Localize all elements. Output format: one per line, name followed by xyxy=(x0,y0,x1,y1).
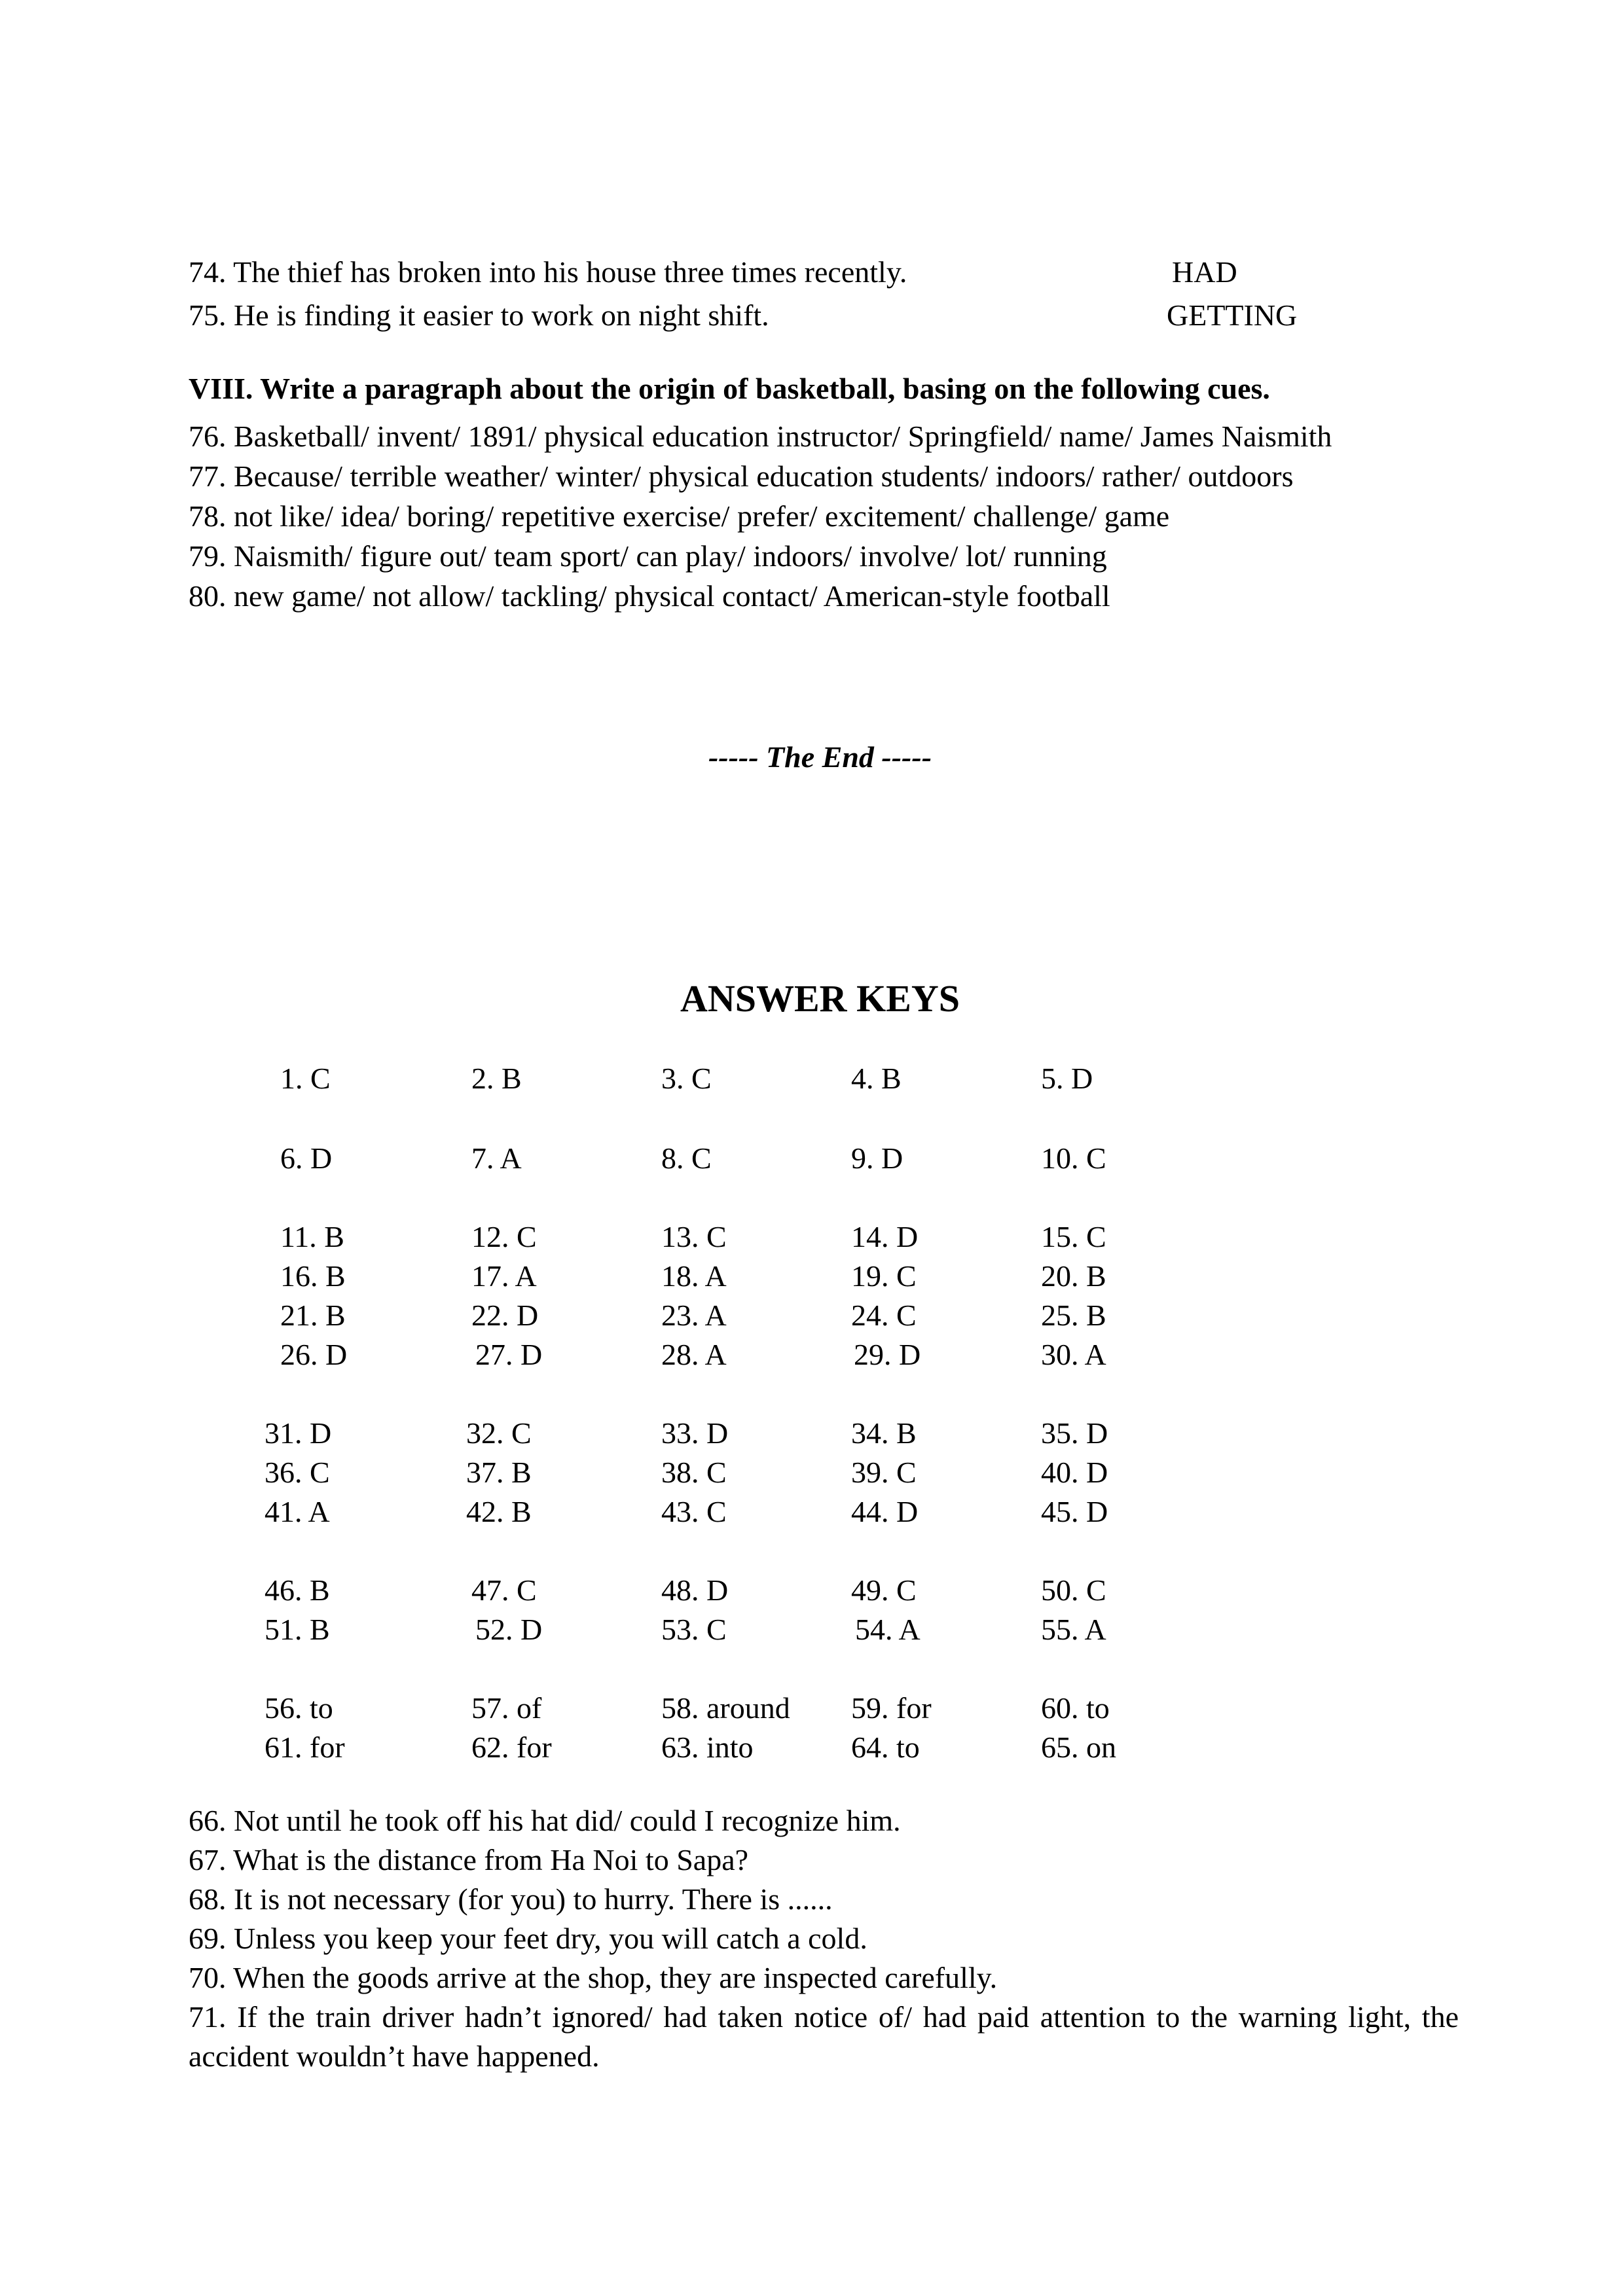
cue-77: 77. Because/ terrible weather/ winter/ physical education students/ indoors/ rather/ outdoors xyxy=(189,459,1294,493)
answer-cell: 33. D xyxy=(661,1416,729,1450)
cue-79: 79. Naismith/ figure out/ team sport/ can play/ indoors/ involve/ lot/ running xyxy=(189,539,1107,573)
answer-keys-title: ANSWER KEYS xyxy=(680,977,960,1020)
exercise-75-keyword: GETTING xyxy=(1167,298,1298,332)
answer-69: 69. Unless you keep your feet dry, you will catch a cold. xyxy=(189,1922,867,1955)
answer-cell: 65. on xyxy=(1041,1731,1116,1764)
answer-cell: 9. D xyxy=(851,1141,903,1175)
answer-cell: 42. B xyxy=(466,1495,532,1528)
answer-row xyxy=(0,1414,1623,1453)
answer-cell: 57. of xyxy=(471,1691,542,1725)
exercise-74-sentence: 74. The thief has broken into his house three times recently. xyxy=(189,255,907,289)
answer-cell: 51. B xyxy=(264,1613,330,1646)
answer-cell: 14. D xyxy=(851,1220,919,1253)
section-viii-heading: VIII. Write a paragraph about the origin of basketball, basing on the following cues. xyxy=(189,372,1270,405)
exercise-74-keyword: HAD xyxy=(1172,255,1237,289)
answer-cell: 27. D xyxy=(475,1338,543,1371)
answer-cell: 12. C xyxy=(471,1220,537,1253)
answer-cell: 34. B xyxy=(851,1416,917,1450)
answer-cell: 5. D xyxy=(1041,1062,1093,1095)
answer-row xyxy=(0,1257,1623,1296)
answer-cell: 28. A xyxy=(661,1338,727,1371)
cue-76: 76. Basketball/ invent/ 1891/ physical education instructor/ Springfield/ name/ James Naismith xyxy=(189,420,1332,453)
rewrite-answers xyxy=(189,1801,1459,2076)
answer-row xyxy=(0,1217,1623,1257)
cue-80: 80. new game/ not allow/ tackling/ physical contact/ American-style football xyxy=(189,579,1110,613)
answer-cell: 17. A xyxy=(471,1259,537,1293)
answer-cell: 6. D xyxy=(280,1141,333,1175)
answer-row xyxy=(0,1453,1623,1492)
cue-78: 78. not like/ idea/ boring/ repetitive exercise/ prefer/ excitement/ challenge/ game xyxy=(189,499,1170,533)
answer-cell: 26. D xyxy=(280,1338,348,1371)
answer-cell: 32. C xyxy=(466,1416,532,1450)
exercise-75-sentence: 75. He is finding it easier to work on night shift. xyxy=(189,298,769,332)
answer-cell: 44. D xyxy=(851,1495,919,1528)
answer-cell: 62. for xyxy=(471,1731,552,1764)
answer-cell: 25. B xyxy=(1041,1299,1106,1332)
answer-cell: 13. C xyxy=(661,1220,727,1253)
answer-cell: 31. D xyxy=(264,1416,332,1450)
answer-row xyxy=(0,1059,1623,1098)
answer-cell: 20. B xyxy=(1041,1259,1106,1293)
answer-cell: 23. A xyxy=(661,1299,727,1332)
section-viii-cues xyxy=(189,416,1459,616)
answer-cell: 16. B xyxy=(280,1259,346,1293)
answer-cell: 58. around xyxy=(661,1691,790,1725)
answer-cell: 2. B xyxy=(471,1062,522,1095)
answer-cell: 50. C xyxy=(1041,1573,1106,1607)
answer-row xyxy=(0,1571,1623,1610)
answer-cell: 10. C xyxy=(1041,1141,1106,1175)
answer-cell: 7. A xyxy=(471,1141,522,1175)
answer-cell: 15. C xyxy=(1041,1220,1106,1253)
answer-cell: 55. A xyxy=(1041,1613,1106,1646)
answer-cell: 63. into xyxy=(661,1731,754,1764)
answer-cell: 19. C xyxy=(851,1259,917,1293)
answer-cell: 59. for xyxy=(851,1691,932,1725)
answer-row xyxy=(0,1139,1623,1178)
answer-cell: 60. to xyxy=(1041,1691,1110,1725)
answer-71: 71. If the train driver hadn’t ignored/ had taken notice of/ had paid attention to the warning light, the accident wouldn’t have happened. xyxy=(189,2000,1459,2073)
answer-cell: 45. D xyxy=(1041,1495,1108,1528)
answer-cell: 35. D xyxy=(1041,1416,1108,1450)
answer-cell: 24. C xyxy=(851,1299,917,1332)
answer-cell: 3. C xyxy=(661,1062,712,1095)
answer-cell: 21. B xyxy=(280,1299,346,1332)
answer-cell: 37. B xyxy=(466,1456,532,1489)
answer-cell: 11. B xyxy=(280,1220,344,1253)
answer-cell: 56. to xyxy=(264,1691,333,1725)
answer-row xyxy=(0,1296,1623,1335)
answer-cell: 41. A xyxy=(264,1495,330,1528)
answer-cell: 49. C xyxy=(851,1573,917,1607)
answer-row xyxy=(0,1492,1623,1532)
answer-cell: 61. for xyxy=(264,1731,345,1764)
answer-cell: 46. B xyxy=(264,1573,330,1607)
answer-row xyxy=(0,1728,1623,1767)
answer-cell: 36. C xyxy=(264,1456,330,1489)
answer-cell: 53. C xyxy=(661,1613,727,1646)
answer-cell: 47. C xyxy=(471,1573,537,1607)
answer-cell: 18. A xyxy=(661,1259,727,1293)
answer-row xyxy=(0,1610,1623,1649)
answer-row xyxy=(0,1335,1623,1374)
answer-cell: 39. C xyxy=(851,1456,917,1489)
answer-cell: 8. C xyxy=(661,1141,712,1175)
answer-67: 67. What is the distance from Ha Noi to Sapa? xyxy=(189,1843,749,1876)
answer-cell: 40. D xyxy=(1041,1456,1108,1489)
answer-cell: 30. A xyxy=(1041,1338,1106,1371)
the-end-marker: ----- The End ----- xyxy=(708,740,932,774)
answer-cell: 1. C xyxy=(280,1062,331,1095)
answer-cell: 38. C xyxy=(661,1456,727,1489)
answer-cell: 64. to xyxy=(851,1731,920,1764)
answer-cell: 48. D xyxy=(661,1573,729,1607)
answer-cell: 43. C xyxy=(661,1495,727,1528)
answer-cell: 54. A xyxy=(855,1613,921,1646)
answer-66: 66. Not until he took off his hat did/ could I recognize him. xyxy=(189,1804,901,1837)
answer-68: 68. It is not necessary (for you) to hurry. There is ...... xyxy=(189,1882,833,1916)
answer-row xyxy=(0,1689,1623,1728)
answer-cell: 52. D xyxy=(475,1613,543,1646)
answer-cell: 29. D xyxy=(854,1338,921,1371)
answer-cell: 4. B xyxy=(851,1062,902,1095)
answer-cell: 22. D xyxy=(471,1299,539,1332)
answer-70: 70. When the goods arrive at the shop, they are inspected carefully. xyxy=(189,1961,998,1994)
